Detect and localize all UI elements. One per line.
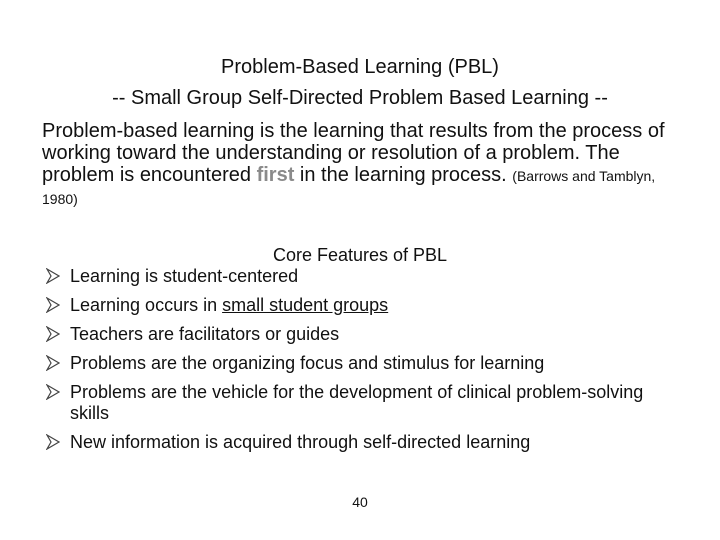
- definition-text: Problem-based learning is the learning that results from the process of working toward the understanding or resolution of a problem. The problem is encountered: [42, 120, 665, 186]
- list-item: [46, 324, 666, 345]
- list-item-text: Learning is student-centered: [70, 266, 299, 286]
- list-item: [46, 266, 666, 287]
- definition-text-after: in the learning process.: [294, 164, 507, 186]
- list-item: [46, 295, 666, 316]
- slide-title: [0, 52, 720, 114]
- arrow-bullet-icon: [46, 326, 60, 342]
- list-item: [46, 353, 666, 374]
- page-number: 40: [352, 494, 368, 510]
- definition-emphasis: first: [256, 164, 295, 186]
- list-item: [46, 432, 666, 453]
- list-item-text: New information is acquired through self-directed learning: [70, 432, 531, 452]
- arrow-bullet-icon: [46, 297, 60, 313]
- list-item-underlined-text: small student groups: [222, 295, 389, 315]
- list-item-text: Problems are the vehicle for the development of clinical problem-solving skills: [70, 382, 644, 423]
- core-features-heading: Core Features of PBL: [272, 245, 448, 265]
- arrow-bullet-icon: [46, 434, 60, 450]
- arrow-bullet-icon: [46, 355, 60, 371]
- pbl-definition: [42, 120, 692, 210]
- arrow-bullet-icon: [46, 384, 60, 400]
- title-line-2: -- Small Group Self-Directed Problem Based Learning --: [112, 87, 608, 109]
- list-item: [46, 382, 666, 424]
- list-item-text: Problems are the organizing focus and stimulus for learning: [70, 353, 545, 373]
- citation: (Barrows and Tamblyn, 1980): [42, 168, 656, 207]
- core-features-list: [46, 266, 666, 461]
- list-item-text: Learning occurs in: [70, 295, 223, 315]
- list-item-text: Teachers are facilitators or guides: [70, 324, 340, 344]
- title-line-1: Problem-Based Learning (PBL): [221, 56, 499, 78]
- arrow-bullet-icon: [46, 268, 60, 284]
